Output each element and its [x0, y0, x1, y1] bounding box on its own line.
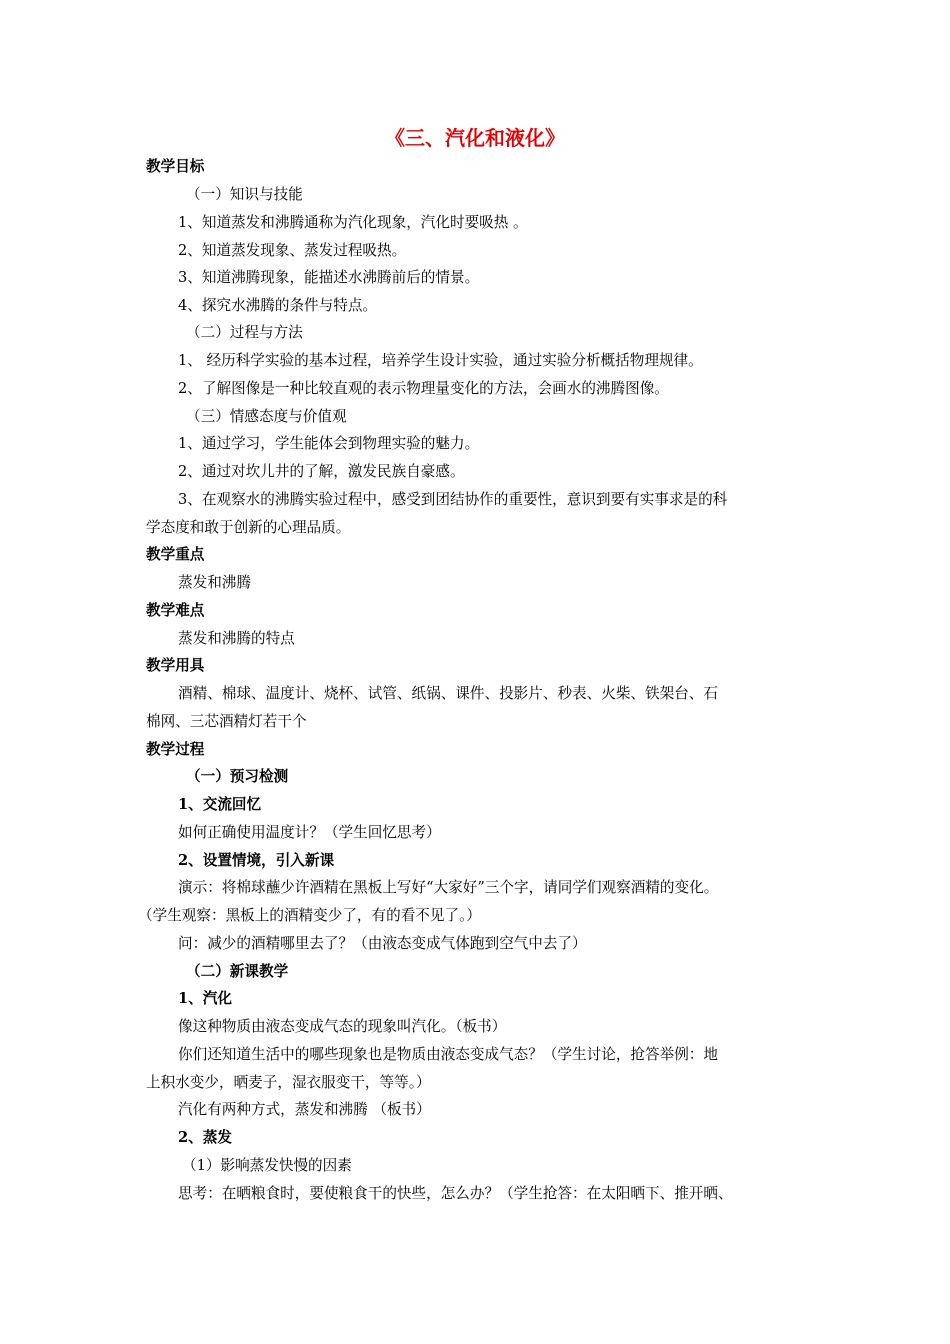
paragraph-line: 如何正确使用温度计？（学生回忆思考） [178, 824, 441, 841]
paragraph-line: 问：减少的酒精哪里去了？（由液态变成气体跑到空气中去了） [178, 935, 587, 952]
paragraph-line: 你们还知道生活中的哪些现象也是物质由液态变成气态？（学生讨论，抢答举例：地 [178, 1046, 718, 1063]
subheading-process: （二）过程与方法 [186, 324, 303, 341]
paragraph-line: 思考：在晒粮食时，要使粮食干的快些，怎么办？（学生抢答：在太阳晒下、推开晒、 [178, 1185, 733, 1202]
paragraph-line: 演示：将棉球蘸少许酒精在黑板上写好“大家好”三个字，请同学们观察酒精的变化。 [178, 879, 719, 896]
paragraph-line: 4、探究水沸腾的条件与特点。 [178, 297, 378, 314]
paragraph-line: 1、通过学习，学生能体会到物理实验的魅力。 [178, 435, 480, 452]
paragraph-line: 蒸发和沸腾的特点 [178, 630, 295, 647]
paragraph-line: 3、知道沸腾现象，能描述水沸腾前后的情景。 [178, 269, 480, 286]
heading-difficulties: 教学难点 [146, 602, 205, 619]
paragraph-line: 棉网、三芯酒精灯若干个 [146, 713, 307, 730]
paragraph-line: 3、在观察水的沸腾实验过程中，感受到团结协作的重要性，意识到要有实事求是的科 [178, 491, 728, 508]
subheading-attitude: （三）情感态度与价值观 [186, 408, 347, 425]
paragraph-line: 2、知道蒸发现象、蒸发过程吸热。 [178, 242, 407, 259]
subheading-knowledge: （一）知识与技能 [186, 186, 303, 203]
paragraph-line: 2、通过对坎儿井的了解，激发民族自豪感。 [178, 463, 465, 480]
paragraph-line: （学生观察：黑板上的酒精变少了，有的看不见了。） [138, 907, 481, 924]
paragraph-line: 酒精、棉球、温度计、烧杯、试管、纸锅、课件、投影片、秒表、火柴、铁架台、石 [178, 685, 718, 702]
paragraph-line: 1、 经历科学实验的基本过程，培养学生设计实验，通过实验分析概括物理规律。 [178, 352, 703, 369]
subheading-vaporization: 1、汽化 [178, 990, 232, 1007]
paragraph-line: 学态度和敢于创新的心理品质。 [146, 519, 351, 536]
paragraph-line: 汽化有两种方式，蒸发和沸腾 （板书） [178, 1101, 431, 1118]
document-title: 《三、汽化和液化》 [385, 126, 565, 150]
paragraph-line: 2、了解图像是一种比较直观的表示物理量变化的方法，会画水的沸腾图像。 [178, 380, 669, 397]
paragraph-line: 1、知道蒸发和沸腾通称为汽化现象，汽化时要吸热 。 [178, 214, 528, 231]
subheading-preview: （一）预习检测 [186, 768, 289, 785]
paragraph-line: （1）影响蒸发快慢的因素 [182, 1157, 352, 1174]
paragraph-line: 像这种物质由液态变成气态的现象叫汽化。（板书） [178, 1018, 507, 1035]
paragraph-line: 上积水变少，晒麦子，湿衣服变干，等等。） [146, 1074, 431, 1091]
subheading-scenario: 2、设置情境，引入新课 [178, 852, 335, 869]
heading-objectives: 教学目标 [146, 158, 205, 175]
heading-key-points: 教学重点 [146, 546, 205, 563]
subheading-recall: 1、交流回忆 [178, 796, 262, 813]
subheading-new-lesson: （二）新课教学 [186, 963, 289, 980]
heading-procedure: 教学过程 [146, 741, 205, 758]
subheading-evaporation: 2、蒸发 [178, 1129, 232, 1146]
paragraph-line: 蒸发和沸腾 [178, 574, 251, 591]
heading-materials: 教学用具 [146, 657, 205, 674]
